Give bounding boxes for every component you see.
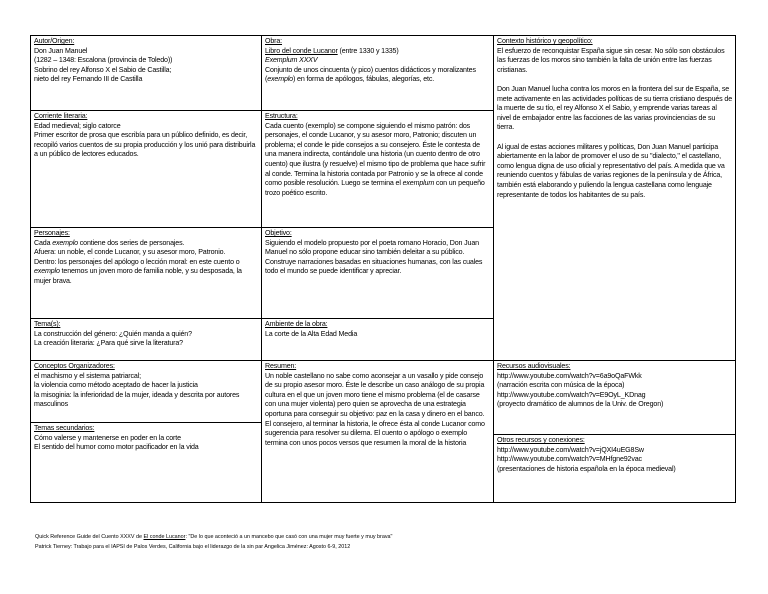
literary-movement-line: Primer escritor de prosa que escribía para un público definido, es decir, recopiló varios cuentos de su propia producción y los unió para distribuirla a un público de lectores educados. <box>34 131 256 159</box>
secondary-themes-heading: Temas secundarios: <box>34 424 95 432</box>
setting-text: La corte de la Alta Edad Media <box>265 329 358 338</box>
author-line: Don Juan Manuel <box>34 46 88 55</box>
objective-cell <box>265 229 491 277</box>
work-dates: (entre 1330 y 1335) <box>337 46 399 55</box>
objective-text: Siguiendo el modelo propuesto por el poeta romano Horacio, Don Juan Manuel no sólo propone educar sino también deleitar a su público. Construye narraciones basadas en situaciones humanas, con las cuales todo el mundo se puede identificar y apreciar. <box>265 238 483 276</box>
context-paragraph: El esfuerzo de reconquistar España sigue sin cesar. No sólo son obstáculos las fuerzas de los moros sino también la falta de unión entre las fuerzas cristianas. <box>497 46 725 74</box>
setting-cell <box>265 320 491 339</box>
author-cell <box>34 37 258 85</box>
resource-note: (presentaciones de historia española en la época medieval) <box>497 464 676 473</box>
audiovisual-resources-heading: Recursos audiovisuales: <box>497 362 571 370</box>
characters-cell <box>34 229 258 287</box>
row-divider <box>30 360 736 361</box>
footer-credit: Patrick Tierney: Trabajo para el IAPSI de Palos Verdes, California bajo el liderazgo de la sin par Angelica Jiménez: Agosto 6-9, 2012 <box>35 544 351 550</box>
footer-guide-title: Quick Reference Guide del Cuento XXXV de El conde Lucanor: "De lo que aconteció a un mancebo que casó con una mujer muy fuerte y muy brava" <box>35 534 393 540</box>
row-divider <box>30 110 493 111</box>
work-cell <box>265 37 489 85</box>
resource-link[interactable]: http://www.youtube.com/watch?v=E9OyL_KDnag <box>497 390 646 399</box>
work-title: Libro del conde Lucanor <box>265 46 338 55</box>
objective-heading: Objetivo: <box>265 229 292 237</box>
context-heading: Contexto histórico y geopolítico: <box>497 37 593 45</box>
literary-movement-line: Edad medieval; siglo catorce <box>34 121 121 130</box>
summary-heading: Resumen: <box>265 362 297 370</box>
audiovisual-resources-cell <box>497 362 732 410</box>
characters-line: Dentro: los personajes del apólogo o lección moral: en este cuento o exemplo tenemos un joven moro de familia noble, y su desposada, la mujer brava. <box>34 257 242 285</box>
other-resources-cell <box>497 436 732 474</box>
context-paragraph: Don Juan Manuel lucha contra los moros en la frontera del sur de España, se mete activamente en las actividades políticas de su tierra cristiano después de la muerte de su tío, el rey Alfonso X el Sabio, y emprende varias tareas al nivel de embajador entre las facciones de las varias provinciencias de su tierra. <box>497 84 732 132</box>
concepts-line: el machismo y el sistema patriarcal; <box>34 371 141 380</box>
table-border-top <box>30 35 736 36</box>
resource-link[interactable]: http://www.youtube.com/watch?v=MHfgne92vac <box>497 455 642 464</box>
themes-heading: Tema(s): <box>34 320 61 328</box>
work-description: Conjunto de unos cincuenta (y pico) cuentos didácticos y moralizantes (exemplo) en forma de apólogos, fábulas, alegorías, etc. <box>265 65 476 84</box>
resource-link[interactable]: http://www.youtube.com/watch?v=6a9oQaFWkk <box>497 371 642 380</box>
row-divider <box>493 434 735 435</box>
structure-heading: Estructura: <box>265 112 298 120</box>
concepts-heading: Conceptos Organizadores: <box>34 362 115 370</box>
context-paragraph: Al igual de estas acciones militares y políticas, Don Juan Manuel participa abiertamente en la labor de promover el uso de su "dialecto," el castellano, como lengua digna de uso oficial y representativo del país. A medida que va reuniendo cuentos y fábulas de varias regiones de la península y de África, también está elaborando y puliendo la lengua castellana como lenguaje representante de todos los habitantes de su país. <box>497 142 725 199</box>
work-heading: Obra: <box>265 37 282 45</box>
characters-line: Afuera: un noble, el conde Lucanor, y su asesor moro, Patronio. <box>34 248 226 257</box>
themes-cell <box>34 320 258 349</box>
themes-line: La construcción del género: ¿Quién manda a quién? <box>34 329 192 338</box>
summary-text: Un noble castellano no sabe como aconsejar a un vasallo y pide consejo de su propio asesor moro. Éste le describe un caso análogo de su propia cultura en el que un joven moro tiene el mismo problema (el de casarse con una mujer violenta) pero quien se aprovecha de una estrategia oportuna para conseguir su objetivo: paz en la casa y dinero en el banco. El consejero, al terminar la historia, le ofrece ésta al conde Lucanor como sugerencia para resolver su dilema. El cuento o apólogo o exemplo termina con unos pocos versos que resumen la moral de la historia <box>265 371 485 447</box>
concepts-line: la violencia como método aceptado de hacer la justicia <box>34 381 198 390</box>
themes-line: La creación literaria: ¿Para qué sirve la literatura? <box>34 339 183 348</box>
column-divider-1 <box>261 35 262 503</box>
table-border-left <box>30 35 31 503</box>
author-line: nieto del rey Fernando III de Castilla <box>34 75 143 84</box>
work-title-line <box>265 47 489 57</box>
author-line: (1282 – 1348: Escalona (provincia de Toledo)) <box>34 56 173 65</box>
column-divider-2 <box>493 35 494 503</box>
characters-line: Cada exemplo contiene dos series de personajes. <box>34 238 185 247</box>
table-border-right <box>735 35 736 503</box>
author-line: Sobrino del rey Alfonso X el Sabio de Castilla; <box>34 65 172 74</box>
table-border-bottom <box>30 502 736 503</box>
concepts-line: la misoginia: la inferioridad de la mujer, ideada y descrita por autores masculinos <box>34 390 240 409</box>
secondary-themes-line: El sentido del humor como motor pacificador en la vida <box>34 443 199 452</box>
secondary-themes-cell <box>34 424 258 453</box>
resource-link[interactable]: http://www.youtube.com/watch?v=jQXI4uEG8Sw <box>497 445 644 454</box>
other-resources-heading: Otros recursos y conexiones: <box>497 436 585 444</box>
work-subtitle: Exemplum XXXV <box>265 56 318 65</box>
concepts-cell <box>34 362 258 410</box>
structure-cell <box>265 112 491 198</box>
summary-cell <box>265 362 491 448</box>
context-cell <box>497 37 732 200</box>
setting-heading: Ambiente de la obra: <box>265 320 328 328</box>
row-divider <box>30 318 493 319</box>
literary-movement-cell <box>34 112 258 160</box>
row-divider <box>30 227 493 228</box>
resource-note: (proyecto dramático de alumnos de la Univ. de Oregon) <box>497 400 664 409</box>
literary-movement-heading: Corriente literaria: <box>34 112 88 120</box>
structure-text: Cada cuento (exemplo) se compone siguiendo el mismo patrón: dos personajes, el conde Lucanor, y su asesor moro, Patronio; discuten un problema; el conde le pide consejos a su consejero. Éste le contesta de una manera indirecta, contándole una historia (un cuento dentro de otro cuento) que ilustra (y resuelve) el mismo tipo de problema que hace sufrir al conde. Termina la historia contada por Patronio y se la ofrece al conde como posible resolución. Luego se termina el exemplum con un pequeño trozo poético escrito. <box>265 121 486 197</box>
author-heading: Autor/Origen: <box>34 37 75 45</box>
resource-note: (narración escrita con música de la época) <box>497 381 625 390</box>
secondary-themes-line: Cómo valerse y mantenerse en poder en la corte <box>34 433 181 442</box>
row-divider <box>30 422 261 423</box>
characters-heading: Personajes: <box>34 229 70 237</box>
